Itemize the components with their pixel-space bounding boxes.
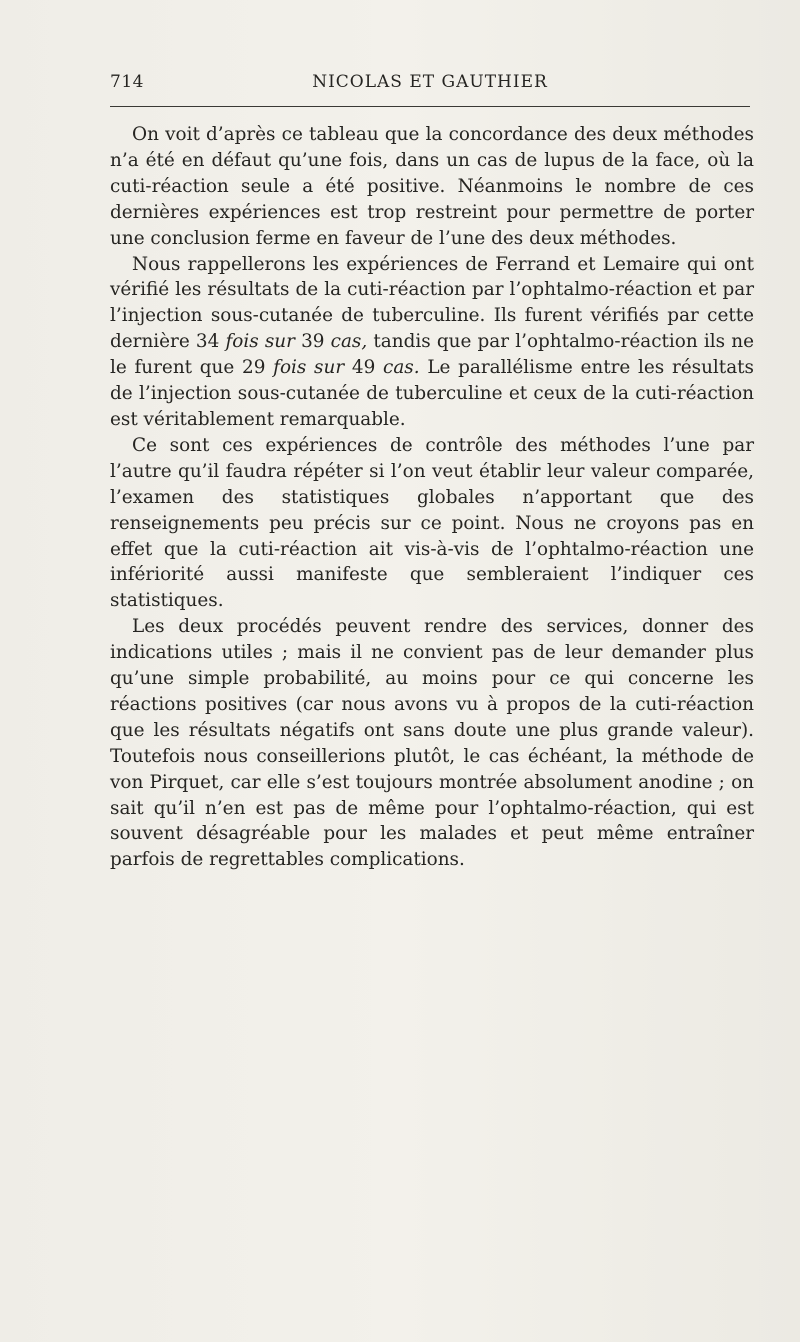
paragraph-2-text-e: tandis que par l’ophtalmo-réaction ils ne le furent que 29 bbox=[110, 331, 754, 379]
paragraph-4: Les deux procédés peuvent rendre des services, donner des indications utiles ; mais il ne convient pas de leur demander plus qu’une simple probabilité, au moins pour ce qui concerne les réactions positives (car nous avons vu à propos de la cuti-réaction que les résultats négatifs ont sans doute une plus grande valeur). Toutefois nous conseillerions plutôt, le cas échéant, la méthode de von Pirquet, car elle s’est toujours montrée absolument anodine ; on sait qu’il n’en est pas de même pour l’ophtalmo-réaction, qui est souvent désagréable pour les malades et peut même entraîner parfois de regrettables complications. bbox=[110, 616, 754, 871]
running-title: NICOLAS ET GAUTHIER bbox=[312, 72, 548, 92]
header-rule bbox=[110, 106, 750, 107]
paragraph-2 bbox=[110, 252, 754, 433]
paragraph-2-italic-f: fois sur bbox=[273, 357, 345, 379]
page-number: 714 bbox=[110, 72, 144, 92]
page-header bbox=[110, 72, 750, 96]
paragraph-2-text-a: Nous rappellerons les expériences de Ferrand et Lemaire qui ont vérifié les résultats de la cuti-réaction par l’ophtalmo-réaction et par l’injection sous-cutanée de tuberculine. Ils furent vérifiés par cette dernière 34 bbox=[110, 253, 754, 353]
paragraph-2-italic-h: cas. bbox=[383, 357, 420, 379]
paragraph-2-italic-d: cas, bbox=[330, 331, 368, 353]
paragraph-2-text-c: 39 bbox=[301, 331, 325, 353]
paragraph-2-text-g: 49 bbox=[351, 357, 376, 379]
paragraph-2-text-i: Le parallélisme entre les résultats de l’injection sous-cutanée de tuberculine et ceux de la cuti-réaction est véritablement remarquable. bbox=[110, 357, 754, 430]
paragraph-3: Ce sont ces expériences de contrôle des méthodes l’une par l’autre qu’il faudra répéter si l’on veut établir leur valeur comparée, l’examen des statistiques globales n’apportant que des renseignements peu précis sur ce point. Nous ne croyons pas en effet que la cuti-réaction ait vis-à-vis de l’ophtalmo-réaction une infériorité aussi manifeste que sembleraient l’indiquer ces statistiques. bbox=[110, 434, 754, 612]
paragraph-2-italic-b: fois sur bbox=[225, 331, 295, 353]
paragraph-1: On voit d’après ce tableau que la concordance des deux méthodes n’a été en défaut qu’une fois, dans un cas de lupus de la face, où la cuti-réaction seule a été positive. Néanmoins le nombre de ces dernières expériences est trop restreint pour permettre de porter une conclusion ferme en faveur de l’une des deux méthodes. bbox=[110, 124, 754, 249]
body-text bbox=[110, 122, 754, 873]
